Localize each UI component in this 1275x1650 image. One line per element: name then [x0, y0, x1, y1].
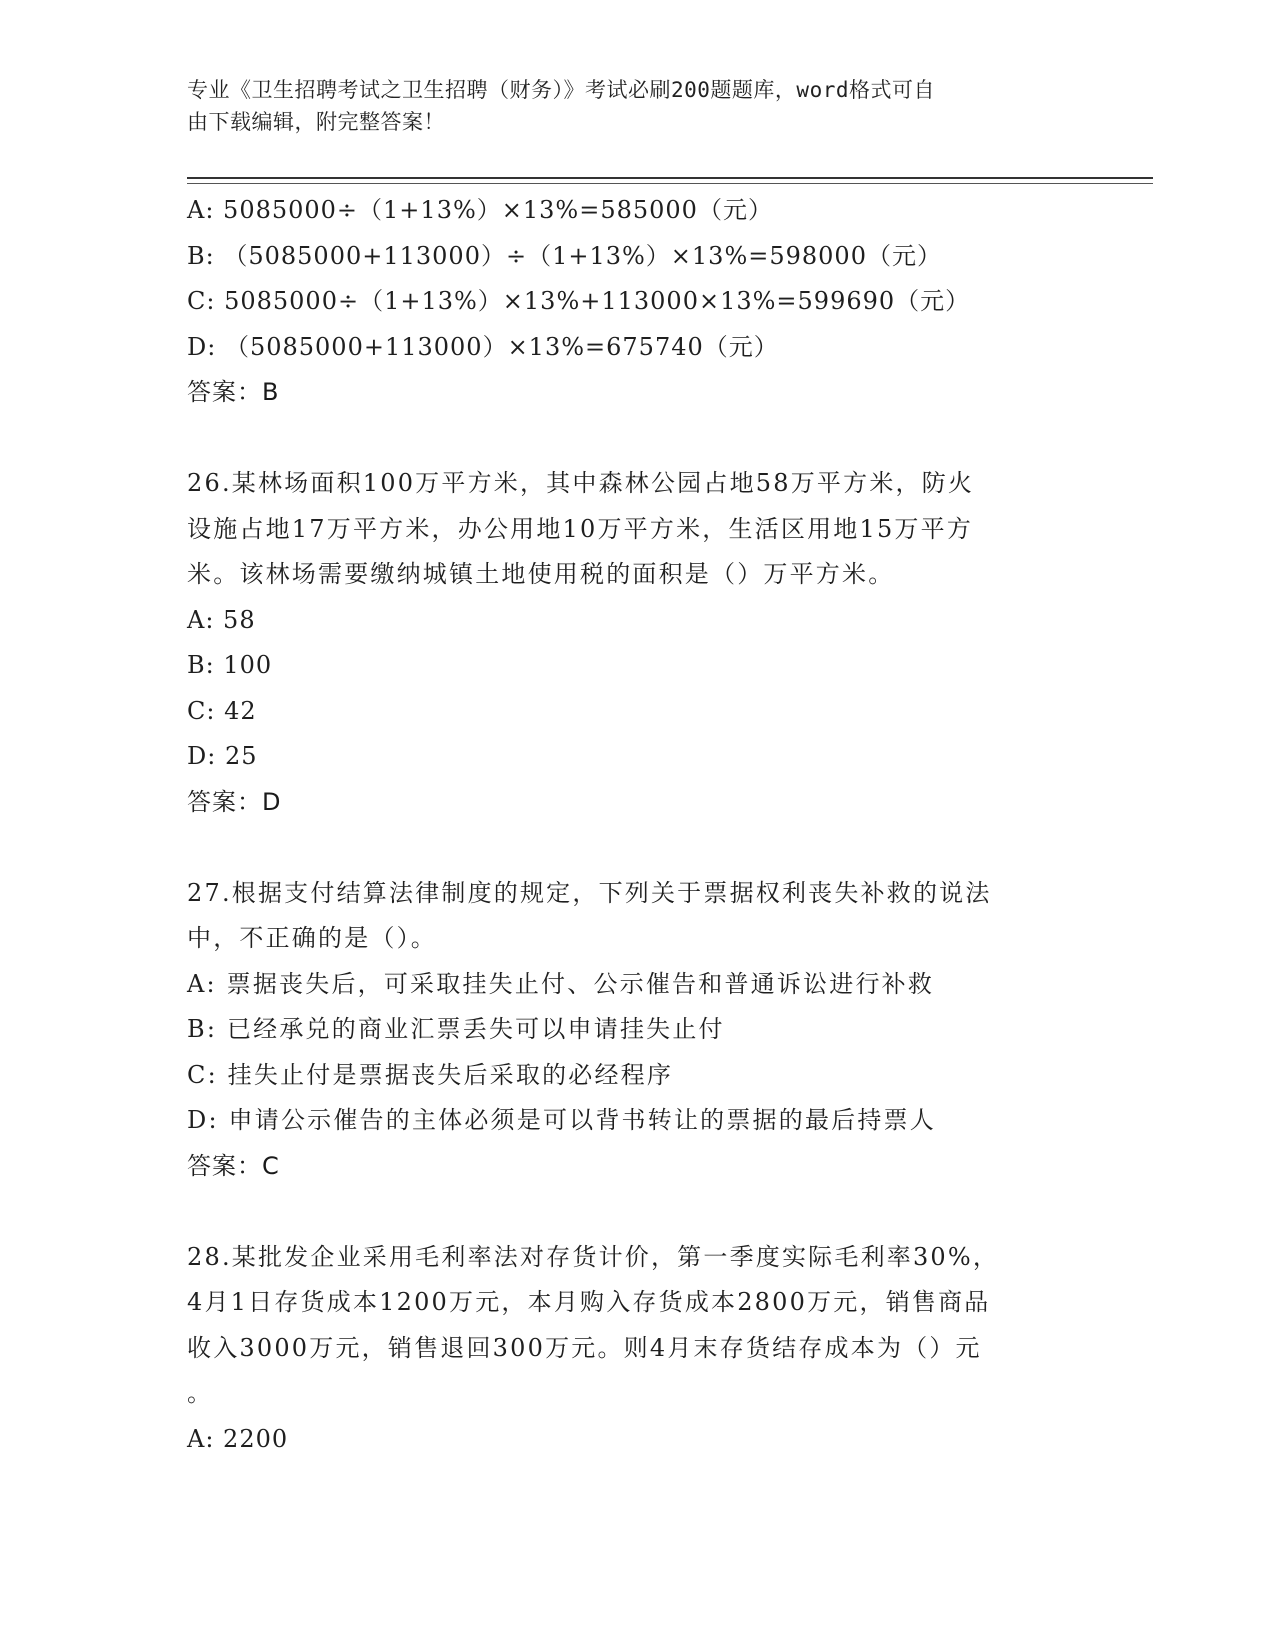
- option-c: C: 挂失止付是票据丧失后采取的必经程序: [187, 1060, 674, 1089]
- question-26: [187, 461, 1087, 825]
- header-line-1: 专业《卫生招聘考试之卫生招聘（财务）》考试必刷200题题库，word格式可自: [187, 78, 935, 102]
- option-a: A: 58: [187, 605, 256, 634]
- option-d: D: （5085000+113000）×13%=675740（元）: [187, 332, 779, 361]
- option-a: A: 5085000÷（1+13%）×13%=585000（元）: [187, 196, 773, 224]
- question-text-line: 27.根据支付结算法律制度的规定，下列关于票据权利丧失补救的说法: [187, 878, 992, 907]
- question-list: [187, 188, 1087, 1462]
- question-text-line: 26.某林场面积100万平方米，其中森林公园占地58万平方米，防火: [187, 469, 975, 497]
- option-a: A: 2200: [187, 1424, 289, 1453]
- question-text-line: 米。该林场需要缴纳城镇土地使用税的面积是（）万平方米。: [187, 560, 895, 588]
- option-b: B: 已经承兑的商业汇票丢失可以申请挂失止付: [187, 1015, 725, 1043]
- question-25-options: [187, 188, 1087, 416]
- question-text-line: 28.某批发企业采用毛利率法对存货计价，第一季度实际毛利率30%，: [187, 1242, 1000, 1271]
- answer: 答案：B: [187, 378, 280, 406]
- question-text-line: 收入3000万元，销售退回300万元。则4月末存货结存成本为（）元: [187, 1333, 982, 1362]
- question-text-line: 设施占地17万平方米，办公用地10万平方米，生活区用地15万平方: [187, 514, 974, 543]
- spacer: [187, 416, 1087, 462]
- option-d: D: 申请公示催告的主体必须是可以背书转让的票据的最后持票人: [187, 1106, 936, 1134]
- question-text-line: 4月1日存货成本1200万元，本月购入存货成本2800万元，销售商品: [187, 1288, 991, 1316]
- option-b: B: （5085000+113000）÷（1+13%）×13%=598000（元）: [187, 241, 942, 270]
- spacer: [187, 825, 1087, 871]
- option-b: B: 100: [187, 651, 273, 679]
- question-text-line: 。: [187, 1379, 214, 1407]
- option-c: C: 5085000÷（1+13%）×13%+113000×13%=599690（元）: [187, 287, 971, 315]
- question-28: [187, 1235, 1087, 1463]
- header-line-2: 由下载编辑，附完整答案！: [187, 110, 445, 134]
- option-d: D: 25: [187, 742, 258, 770]
- document-header: [187, 74, 1067, 138]
- question-text-line: 中，不正确的是（）。: [187, 924, 437, 952]
- question-27: [187, 871, 1087, 1190]
- answer: 答案：D: [187, 787, 282, 816]
- answer: 答案：C: [187, 1151, 280, 1180]
- spacer: [187, 1189, 1087, 1235]
- option-a: A: 票据丧失后，可采取挂失止付、公示催告和普通诉讼进行补救: [187, 969, 935, 998]
- option-c: C: 42: [187, 696, 257, 725]
- header-divider: [187, 177, 1153, 179]
- header-divider-thin: [187, 183, 1153, 184]
